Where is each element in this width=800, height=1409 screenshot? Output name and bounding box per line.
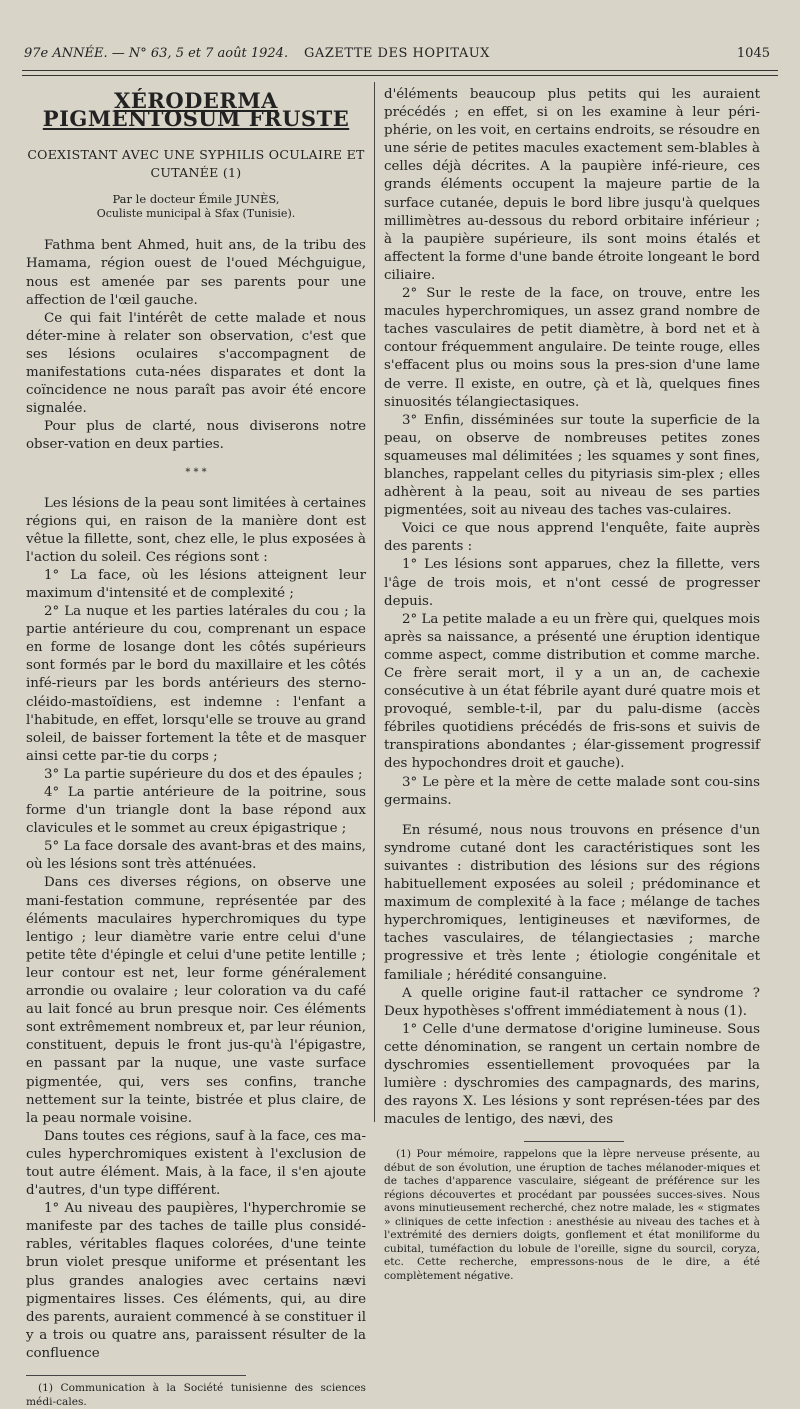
paragraph-gap — [384, 810, 760, 822]
page-number: 1045 — [736, 46, 770, 61]
author-position: Oculiste municipal à Sfax (Tunisie). — [96, 207, 296, 221]
paragraph: Fathma bent Ahmed, huit ans, de la tribu des Hamama, région ouest de l'oued Méchguigue, nous est amenée par ses parents pour une affection de l'œil gauche. — [26, 238, 366, 308]
section-separator: * * * — [185, 466, 207, 478]
right-column — [384, 86, 760, 1282]
left-column — [26, 86, 366, 1408]
paragraph: 1° Au niveau des paupières, l'hyperchromie se manifeste par des taches de taille plus considé-rables, véritables flaques colorées, d'une teinte brun violet presque uniforme et présentant les plus grandes analogies avec certains nævi pigmentaires lisses. Ces éléments, qui, au dire des parents, auraient commencé à se constituer il y a trois ou quatre ans, paraissent résulter de la confluence — [26, 1201, 366, 1361]
paragraph: 2° La nuque et les parties latérales du cou ; la partie antérieure du cou, comprenant un espace en forme de losange dont les côtés supérieurs sont formés par le bord du maxillaire et les côtés infé-rieurs par les bords antérieurs des sterno-cléido-mastoïdiens, est indemne : l'enfant a l'habitude, en effet, lorsqu'elle se trouve au grand soleil, de baisser fortement la tête et de masquer ainsi cette par-tie du corps ; — [26, 604, 366, 764]
page-header — [24, 46, 770, 68]
column-divider — [374, 82, 375, 1122]
paragraph: 2° Sur le reste de la face, on trouve, entre les macules hyperchromiques, un assez grand nombre de taches vasculaires de petit diamètre, à bord net et à contour fréquemment angulaire. De teinte rouge, elles s'effacent plus ou moins sous la pres-sion d'une lame de verre. Il existe, en outre, çà et là, quelques fines sinuosités télangiectasiques. — [384, 286, 760, 410]
header-rule-top — [22, 70, 778, 71]
issue-info: 97e ANNÉE. — N° 63, 5 et 7 août 1924. — [24, 46, 289, 61]
article-subtitle: COEXISTANT AVEC UNE SYPHILIS OCULAIRE ET CUTANÉE (1) — [27, 147, 365, 181]
paragraph: Voici ce que nous apprend l'enquête, faite auprès des parents : — [384, 521, 760, 555]
journal-title: GAZETTE DES HOPITAUX — [304, 46, 490, 61]
paragraph: Pour plus de clarté, nous diviserons notre obser-vation en deux parties. — [26, 419, 366, 453]
article-author: Par le docteur Émile JUNÈS, — [112, 192, 280, 207]
paragraph: A quelle origine faut-il rattacher ce syndrome ? Deux hypothèses s'offrent immédiatement à nous (1). — [384, 985, 760, 1019]
paragraph: Dans ces diverses régions, on observe une mani-festation commune, représentée par des éléments maculaires hyperchromiques du type lentigo ; leur diamètre varie entre celui d'une petite tête d'épingle et celui d'une petite lentille ; leur contour est net, leur forme généralement arrondie ou ovalaire ; leur coloration va du café au lait foncé au brun presque noir. Ces éléments sont extrêmement nombreux et, par leur réunion, constituent, depuis le front jus-qu'à l'épigastre, en passant par la nuque, une vaste surface pigmentée, qui, vers ses confins, tranche nettement sur la teinte, bistrée et plus claire, de la peau normale voisine. — [26, 875, 366, 1126]
paragraph: 4° La partie antérieure de la poitrine, sous forme d'un triangle dont la base répond aux clavicules et le sommet au creux épigastrique ; — [26, 785, 366, 837]
paragraph: 5° La face dorsale des avant-bras et des mains, où les lésions sont très atténuées. — [26, 839, 366, 873]
article-title: XÉRODERMA PIGMENTOSUM FRUSTE — [42, 88, 350, 132]
footnote-rule — [26, 1375, 246, 1376]
paragraph: d'éléments beaucoup plus petits qui les auraient précédés ; en effet, si on les examine à leur péri-phérie, on les voit, en certains endroits, se résoudre en une série de petites macules exactement sem-blables à celles déjà décrites. A la paupière infé-rieure, ces grands éléments occupent la majeure partie de la surface cutanée, depuis le bord libre jusqu'à quelques millimètres au-dessous du rebord orbitaire inférieur ; à la paupière supérieure, ils sont moins étalés et affectent la forme d'une bande étroite longeant le bord ciliaire. — [384, 87, 760, 283]
paragraph: 1° Celle d'une dermatose d'origine lumineuse. Sous cette dénomination, se rangent un certain nombre de dyschromies essentiellement provoquées par la lumière : dyschromies des campagnards, des marins, des rayons X. Les lésions y sont représen-tées par des macules de lentigo, des nævi, des — [384, 1021, 760, 1128]
paragraph: Dans toutes ces régions, sauf à la face, ces ma-cules hyperchromiques existent à l'exclusion de tout autre élément. Mais, à la face, il s'en ajoute d'autres, d'un type différent. — [26, 1128, 366, 1199]
footnote: (1) Pour mémoire, rappelons que la lèpre nerveuse présente, au début de son évolution, une éruption de taches mélanoder-miques et de taches d'apparence vasculaire, siégeant de préférence sur les régions découvertes et procédant par poussées succes-sives. Nous avons minutieusement recherché, chez notre malade, les « stigmates » cliniques de cette infection : anesthésie au niveau des taches et à l'extrémité des derniers doigts, gonflement et état moniliforme du cubital, tuméfaction du lobule de l'oreille, signe du sourcil, coryza, etc. Cette recherche, empressons-nous de le dire, a été complètement négative. — [384, 1148, 760, 1282]
footnote: (1) Communication à la Société tunisienne des sciences médi-cales. — [26, 1382, 366, 1408]
header-rule-bottom — [22, 75, 778, 76]
paragraph: 1° Les lésions sont apparues, chez la fillette, vers l'âge de trois mois, et n'ont cessé de progresser depuis. — [384, 557, 760, 609]
paragraph: 3° Enfin, disséminées sur toute la superficie de la peau, on observe de nombreuses petites zones squameuses mal délimitées ; les squames y sont fines, blanches, rappelant celles du pityriasis sim-plex ; elles adhèrent à la peau, soit au niveau de ses parties pigmentées, soit au niveau des taches vas-culaires. — [384, 412, 760, 519]
paragraph: Les lésions de la peau sont limitées à certaines régions qui, en raison de la manière dont est vêtue la fillette, sont, chez elle, le plus exposées à l'action du soleil. Ces régions sont : — [26, 495, 366, 565]
paragraph: 3° La partie supérieure du dos et des épaules ; — [44, 766, 363, 782]
paragraph: Ce qui fait l'intérêt de cette malade et nous déter-mine à relater son observation, c'est que ses lésions oculaires s'accompagnent de manifestations cuta-nées disparates et dont la coïncidence ne nous paraît pas avoir été encore signalée. — [26, 310, 366, 417]
paragraph: En résumé, nous nous trouvons en présence d'un syndrome cutané dont les caractéristiques sont les suivantes : distribution des lésions sur des régions habituellement exposées au soleil ; prédominance et maximum de complexité à la face ; mélange de taches hyperchromiques, lentigineuses et næviformes, de taches vasculaires, de télangiectasies ; marche progressive et très lente ; étiologie congénitale et familiale ; hérédité consanguine. — [384, 822, 760, 983]
paragraph: 3° Le père et la mère de cette malade sont cou-sins germains. — [384, 774, 760, 808]
paragraph: 1° La face, où les lésions atteignent leur maximum d'intensité et de complexité ; — [26, 567, 366, 601]
paragraph: 2° La petite malade a eu un frère qui, quelques mois après sa naissance, a présenté une éruption identique comme aspect, comme distribution et comme marche. Ce frère serait mort, il y a un an, de cachexie consécutive à un état fébrile ayant duré quatre mois et provoqué, semble-t-il, par du palu-disme (accès fébriles quotidiens précédés de fris-sons et suivis de transpirations abondantes ; élar-gissement progressif des hypochondres droit et gauche). — [384, 611, 760, 772]
footnote-rule — [524, 1141, 624, 1142]
